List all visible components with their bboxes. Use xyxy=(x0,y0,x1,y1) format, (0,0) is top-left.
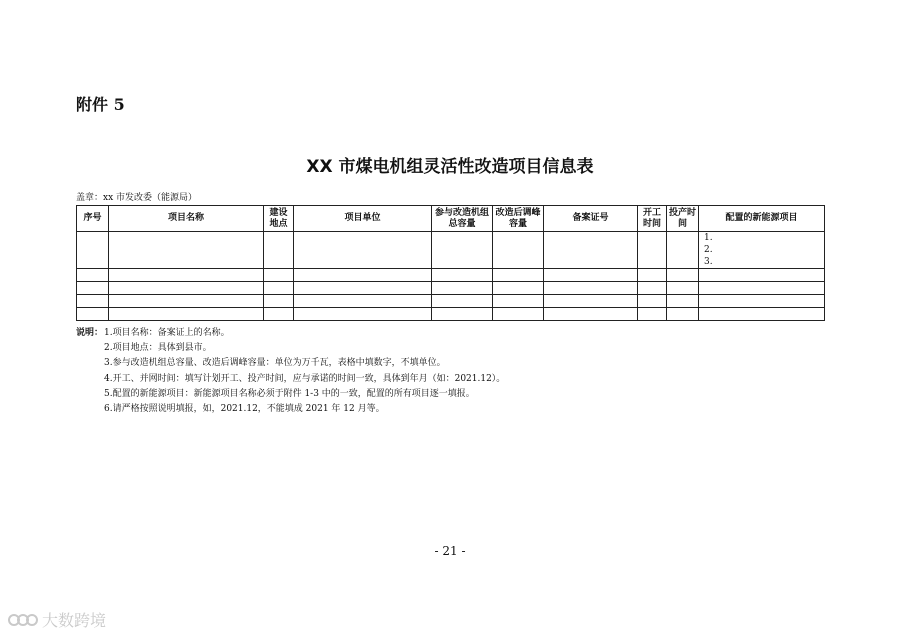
table-cell[interactable] xyxy=(264,282,294,295)
table-row xyxy=(77,282,825,295)
table-cell[interactable] xyxy=(667,308,699,321)
list-item: 3. xyxy=(704,257,713,267)
col-header: 建设地点 xyxy=(264,206,294,232)
table-cell[interactable] xyxy=(544,269,638,282)
logo-icon xyxy=(8,611,38,629)
watermark-text: 大数跨境 xyxy=(42,611,107,630)
col-header: 项目名称 xyxy=(109,206,264,232)
table-cell[interactable] xyxy=(77,232,109,269)
table-cell[interactable] xyxy=(493,232,544,269)
table-cell[interactable] xyxy=(544,308,638,321)
table-row xyxy=(77,308,825,321)
table-cell[interactable] xyxy=(544,295,638,308)
table-cell[interactable] xyxy=(667,295,699,308)
table-cell[interactable] xyxy=(638,308,667,321)
table-cell[interactable] xyxy=(493,269,544,282)
list-item: 2. xyxy=(704,245,713,255)
table-cell[interactable] xyxy=(294,269,432,282)
table-cell[interactable] xyxy=(432,282,493,295)
note-item: 6.请严格按照说明填报，如，2021.12，不能填成 2021 年 12 月等。 xyxy=(104,404,385,415)
col-header: 配置的新能源项目 xyxy=(699,206,825,232)
table-cell[interactable] xyxy=(77,282,109,295)
info-table xyxy=(76,205,825,321)
table-cell[interactable] xyxy=(638,232,667,269)
table-cell[interactable] xyxy=(667,282,699,295)
table-cell[interactable] xyxy=(638,269,667,282)
table-row xyxy=(77,295,825,308)
table-cell[interactable] xyxy=(109,269,264,282)
table-cell[interactable] xyxy=(77,308,109,321)
col-header: 开工时间 xyxy=(638,206,667,232)
table-cell[interactable] xyxy=(544,282,638,295)
table-cell[interactable] xyxy=(493,308,544,321)
table-cell[interactable] xyxy=(294,232,432,269)
table-cell[interactable] xyxy=(638,295,667,308)
table-cell[interactable] xyxy=(264,232,294,269)
table-cell[interactable] xyxy=(264,269,294,282)
table-cell[interactable] xyxy=(667,269,699,282)
note-item: 5.配置的新能源项目：新能源项目名称必须于附件 1-3 中的一致，配置的所有项目逐一填报。 xyxy=(104,388,475,399)
new-energy-cell[interactable] xyxy=(699,232,825,269)
table-cell[interactable] xyxy=(432,232,493,269)
table-cell[interactable] xyxy=(432,295,493,308)
table-cell[interactable] xyxy=(493,282,544,295)
list-item: 1. xyxy=(704,233,713,243)
table-cell[interactable] xyxy=(432,269,493,282)
note-item: 3.参与改造机组总容量、改造后调峰容量：单位为万千瓦，表格中填数字，不填单位。 xyxy=(104,358,446,369)
table-cell[interactable] xyxy=(432,308,493,321)
table-cell[interactable] xyxy=(667,232,699,269)
table-cell[interactable] xyxy=(699,269,825,282)
col-header: 投产时间 xyxy=(667,206,699,232)
col-header: 参与改造机组总容量 xyxy=(432,206,493,232)
table-cell[interactable] xyxy=(699,308,825,321)
table-cell[interactable] xyxy=(294,282,432,295)
table-cell[interactable] xyxy=(544,232,638,269)
table-cell[interactable] xyxy=(699,282,825,295)
table-cell[interactable] xyxy=(109,295,264,308)
watermark xyxy=(8,608,106,631)
table-cell[interactable] xyxy=(264,308,294,321)
col-header: 序号 xyxy=(77,206,109,232)
table-cell[interactable] xyxy=(264,295,294,308)
seal-line: 盖章：xx 市发改委（能源局） xyxy=(76,193,198,203)
col-header: 备案证号 xyxy=(544,206,638,232)
table-cell[interactable] xyxy=(109,282,264,295)
table-cell[interactable] xyxy=(109,232,264,269)
table-cell[interactable] xyxy=(294,295,432,308)
header-row xyxy=(77,206,825,232)
table-cell[interactable] xyxy=(699,295,825,308)
table-row xyxy=(77,232,825,269)
notes-lead: 说明： xyxy=(76,328,104,338)
table-row xyxy=(77,269,825,282)
col-header: 改造后调峰容量 xyxy=(493,206,544,232)
table-cell[interactable] xyxy=(638,282,667,295)
table-cell[interactable] xyxy=(493,295,544,308)
note-item: 2.项目地点：具体到县市。 xyxy=(104,343,212,354)
note-item: 4.开工、并网时间：填写计划开工、投产时间，应与承诺的时间一致，具体到年月（如：2021.12）。 xyxy=(104,373,506,384)
table-cell[interactable] xyxy=(294,308,432,321)
note-item: 1.项目名称：备案证上的名称。 xyxy=(104,328,230,338)
table-cell[interactable] xyxy=(77,295,109,308)
page-number: - 21 - xyxy=(434,544,466,558)
attachment-label: 附件 5 xyxy=(76,95,125,114)
document-title: XX 市煤电机组灵活性改造项目信息表 xyxy=(306,157,594,177)
table-cell[interactable] xyxy=(77,269,109,282)
col-header: 项目单位 xyxy=(294,206,432,232)
table-cell[interactable] xyxy=(109,308,264,321)
note-line xyxy=(76,326,505,341)
notes-section xyxy=(76,326,505,417)
